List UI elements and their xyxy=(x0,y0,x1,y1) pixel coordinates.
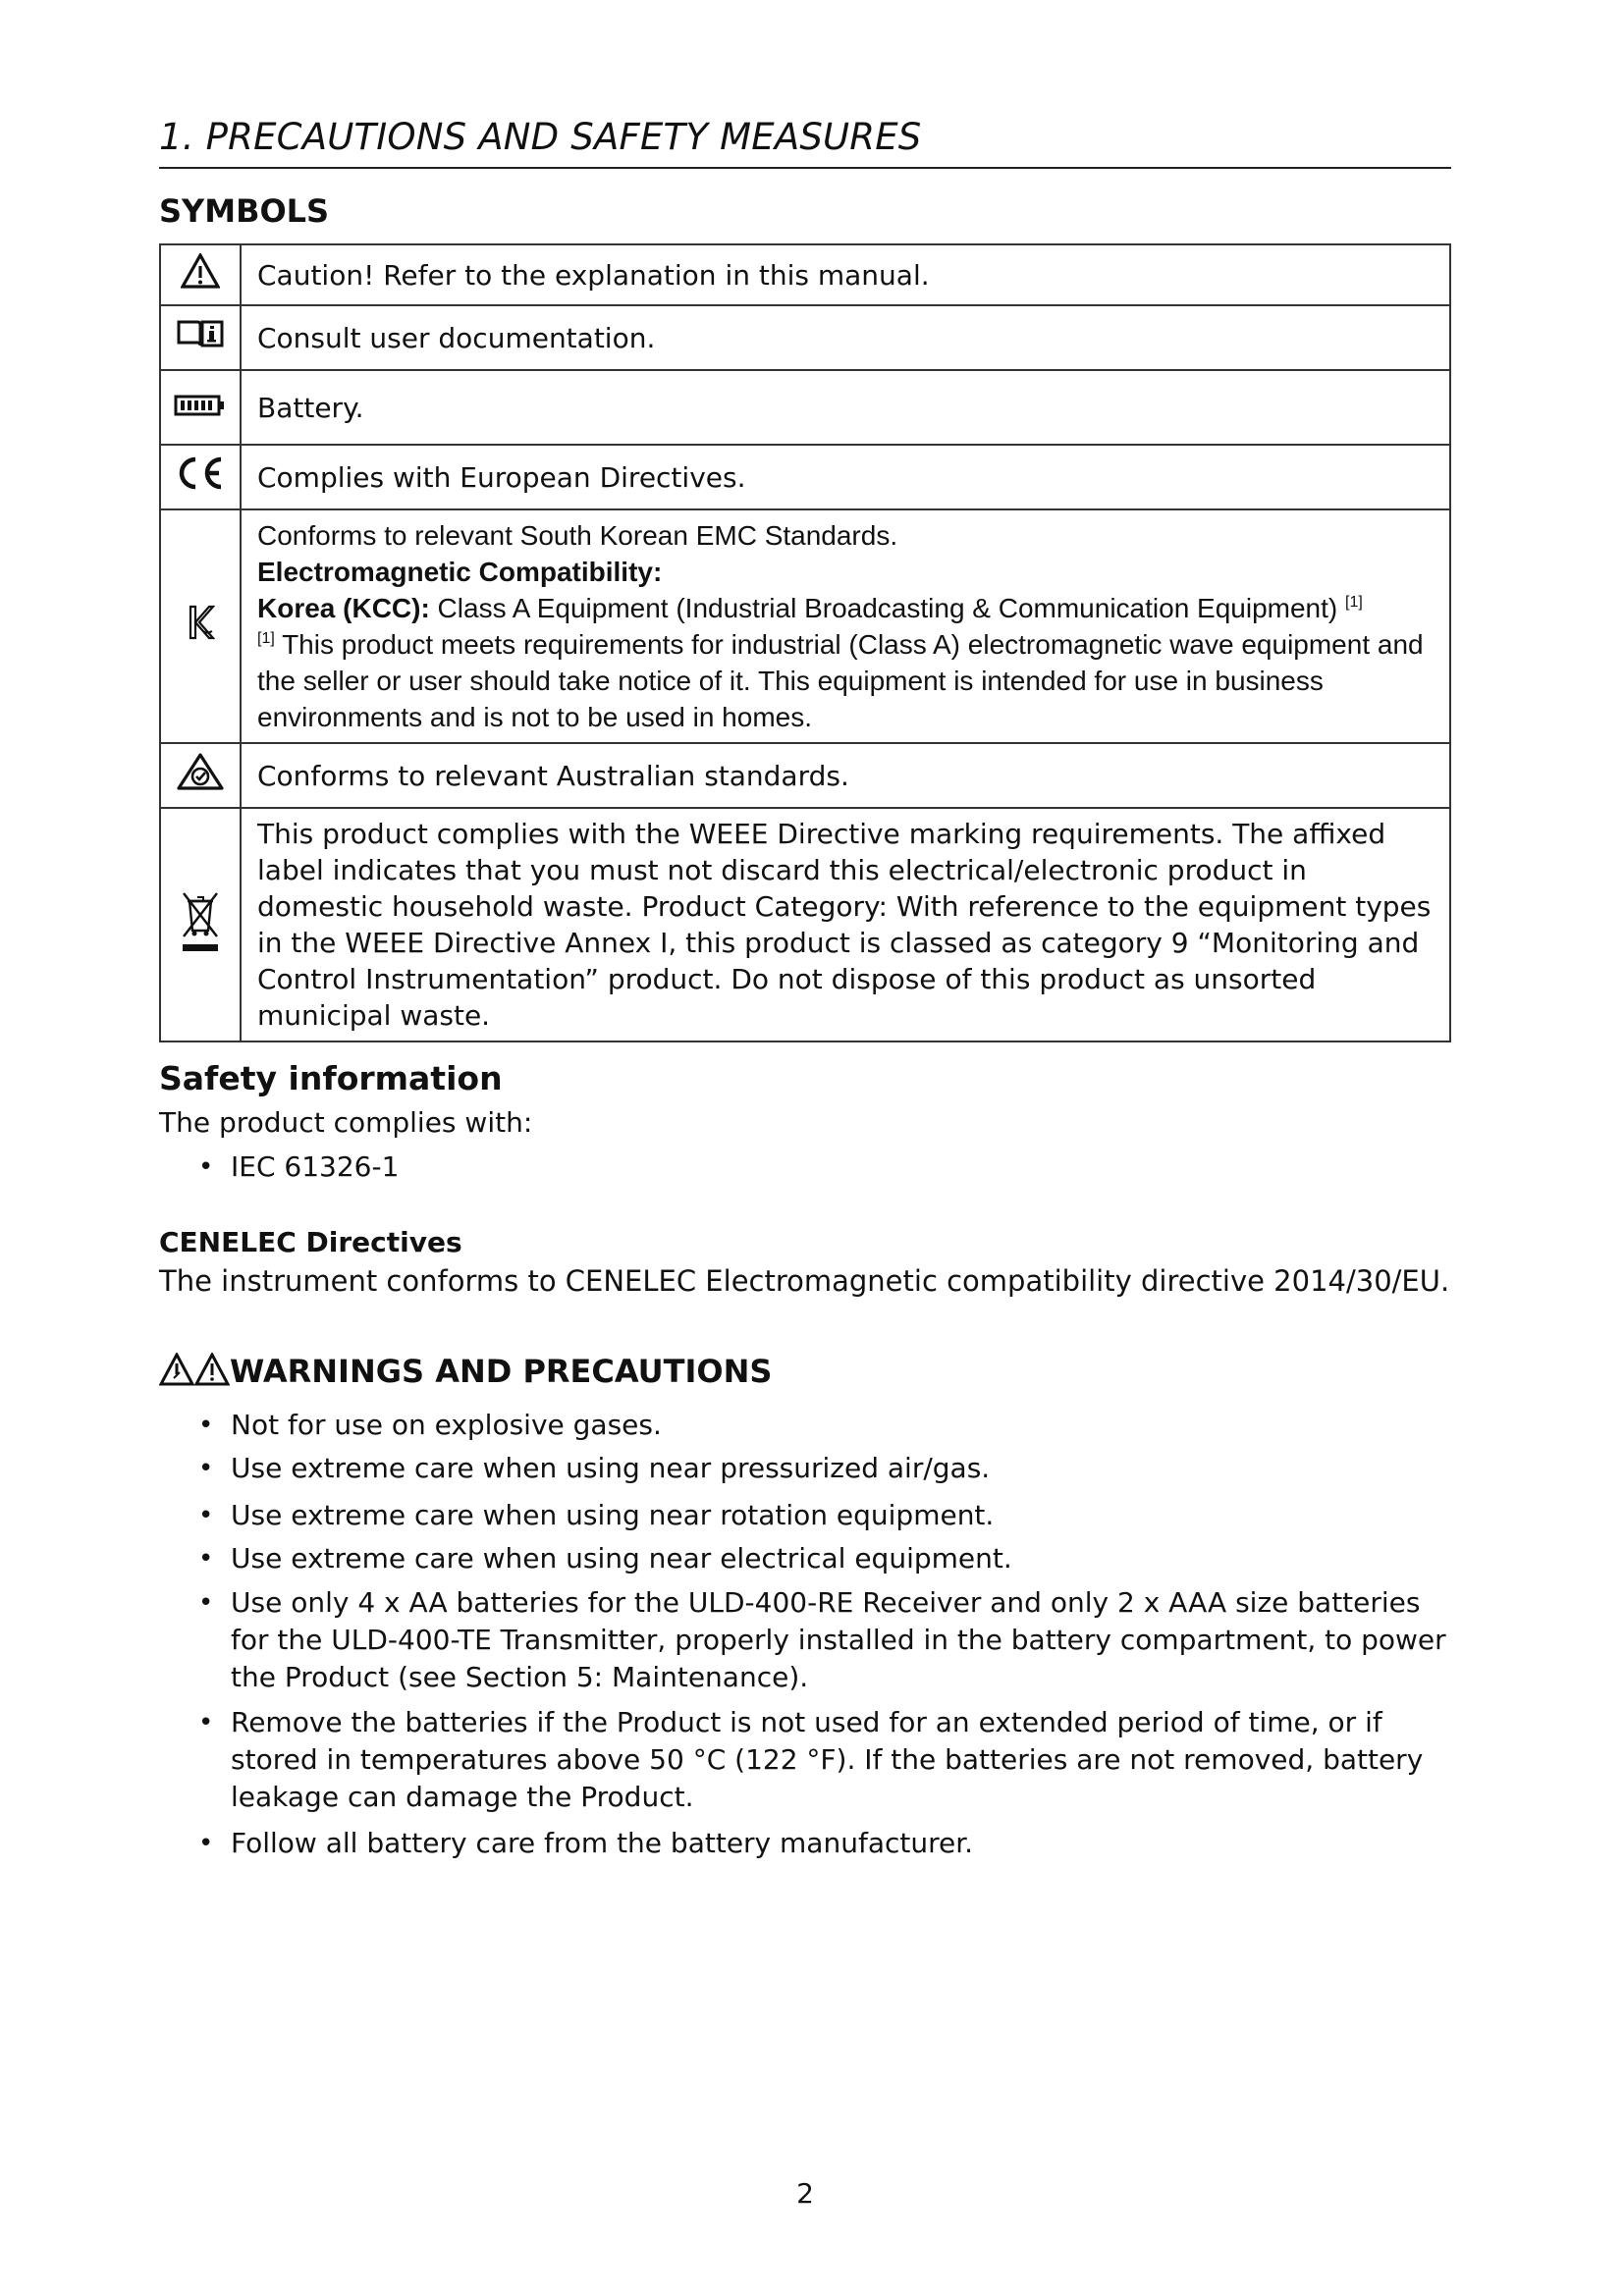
kc-label: Korea (KCC): xyxy=(257,593,430,623)
symbol-description: Consult user documentation. xyxy=(241,305,1450,370)
cenelec-heading: CENELEC Directives xyxy=(159,1226,462,1258)
symbols-heading: SYMBOLS xyxy=(159,192,330,230)
safety-heading: Safety information xyxy=(159,1059,503,1097)
symbol-row xyxy=(160,509,1450,743)
weee-bin-icon xyxy=(160,808,241,1041)
battery-icon xyxy=(160,370,241,445)
warnings-heading-text: WARNINGS AND PRECAUTIONS xyxy=(230,1353,773,1390)
warnings-list xyxy=(159,1407,1451,1862)
title-divider xyxy=(159,167,1451,169)
caution-triangle-icon xyxy=(159,1353,194,1394)
list-item: • Use extreme care when using near electrical equipment. xyxy=(159,1540,1451,1577)
warnings-heading xyxy=(159,1353,772,1394)
list-item: • Use extreme care when using near pressurized air/gas. xyxy=(159,1450,1451,1487)
caution-triangle-icon xyxy=(160,244,241,305)
list-item: • Follow all battery care from the battery manufacturer. xyxy=(159,1825,1451,1862)
list-item: • Remove the batteries if the Product is not used for an extended period of time, or if stored in temperatures above 50 °C (122 °F). If the batteries are not removed, battery leakage can damage the Product. xyxy=(159,1704,1451,1816)
kc-footnote xyxy=(257,626,1435,735)
symbol-row xyxy=(160,244,1450,305)
kc-class-text: Class A Equipment (Industrial Broadcasting & Communication Equipment) xyxy=(429,593,1346,623)
ce-mark-icon xyxy=(160,445,241,509)
kc-description xyxy=(241,509,1450,743)
kc-mark-icon xyxy=(160,509,241,743)
symbol-row xyxy=(160,305,1450,370)
kc-line-3 xyxy=(257,590,1435,626)
page-title: 1. PRECAUTIONS AND SAFETY MEASURES xyxy=(159,116,922,158)
symbol-row xyxy=(160,445,1450,509)
symbol-row xyxy=(160,743,1450,808)
list-item: • Use only 4 x AA batteries for the ULD-400-RE Receiver and only 2 x AAA size batteries for the ULD-400-TE Transmitter, properly installed in the battery compartment, to power the Product (see Section 5: Maintenance). xyxy=(159,1584,1451,1696)
symbols-table xyxy=(159,243,1451,1042)
list-item: • IEC 61326-1 xyxy=(159,1148,1451,1186)
kc-line-1: Conforms to relevant South Korean EMC Standards. xyxy=(257,520,898,551)
cenelec-text: The instrument conforms to CENELEC Electromagnetic compatibility directive 2014/30/EU. xyxy=(159,1264,1450,1298)
symbol-description: Battery. xyxy=(241,370,1450,445)
symbol-description: This product complies with the WEEE Directive marking requirements. The affixed label indicates that you must not discard this electrical/electronic product in domestic household waste. Product Category: With reference to the equipment types in the WEEE Directive Annex I, this product is classed as category 9 “Monitoring and Control Instrumentation” product. Do not dispose of this product as unsorted municipal waste. xyxy=(241,808,1450,1041)
kc-footnote-mark: [1] xyxy=(257,630,275,647)
page-number: 2 xyxy=(796,2177,814,2210)
symbol-description: Complies with European Directives. xyxy=(241,445,1450,509)
list-item: • Not for use on explosive gases. xyxy=(159,1407,1451,1444)
caution-triangle-icon xyxy=(194,1353,230,1394)
symbol-description: Caution! Refer to the explanation in this manual. xyxy=(241,244,1450,305)
symbol-row xyxy=(160,370,1450,445)
user-documentation-icon xyxy=(160,305,241,370)
rcm-mark-icon xyxy=(160,743,241,808)
kc-footnote-text: This product meets requirements for industrial (Class A) electromagnetic wave equipment and the seller or user should take notice of it. This equipment is intended for use in business environments and is not to be used in homes. xyxy=(257,629,1424,732)
symbol-description: Conforms to relevant Australian standards. xyxy=(241,743,1450,808)
kc-footnote-ref: [1] xyxy=(1345,594,1363,611)
safety-standards-list xyxy=(159,1148,1451,1186)
list-item: • Use extreme care when using near rotation equipment. xyxy=(159,1497,1451,1534)
kc-line-2: Electromagnetic Compatibility: xyxy=(257,557,663,587)
symbol-row xyxy=(160,808,1450,1041)
safety-intro: The product complies with: xyxy=(159,1106,533,1139)
